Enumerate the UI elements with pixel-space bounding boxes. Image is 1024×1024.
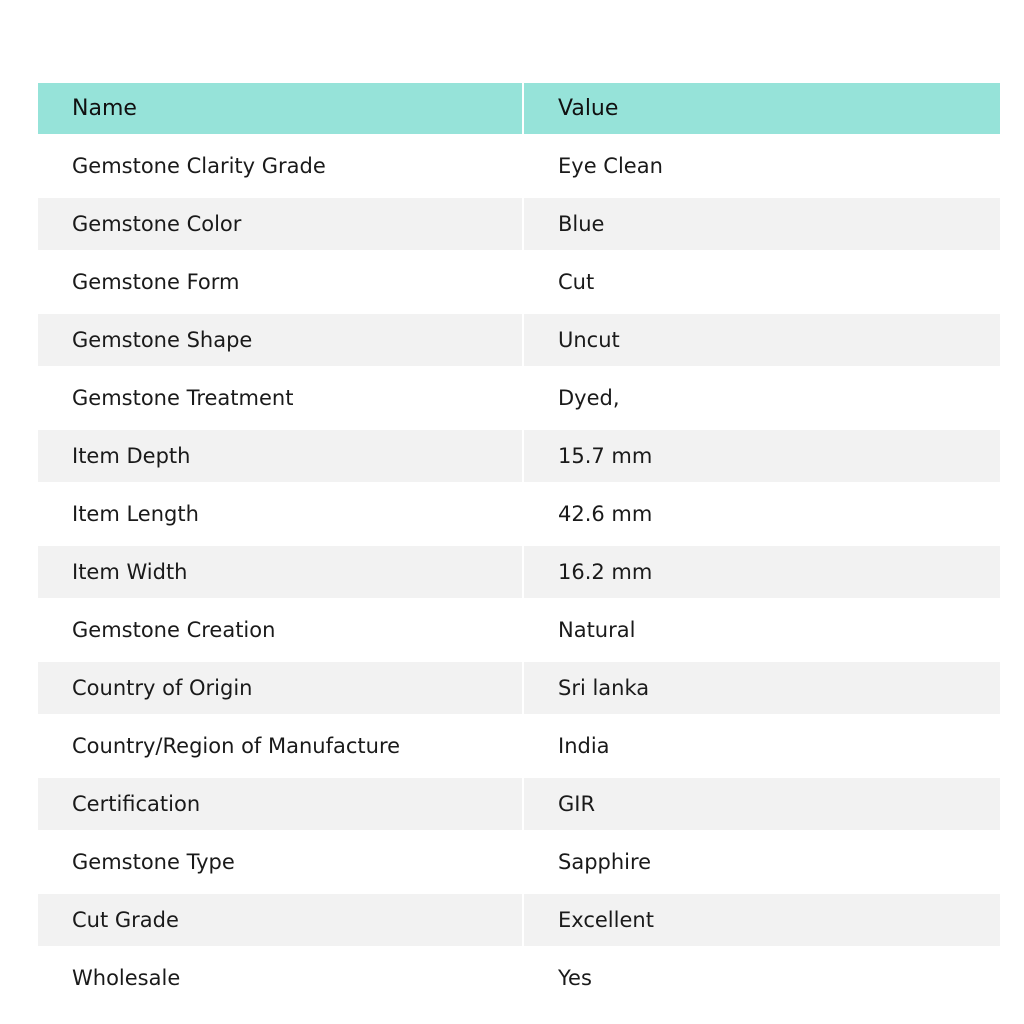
- table-row: [38, 717, 1000, 775]
- table-row: [38, 195, 1000, 253]
- row-value-cell: Yes: [523, 949, 1000, 1004]
- table-row: [38, 253, 1000, 311]
- row-name-cell: Item Length: [38, 485, 523, 543]
- table-row: [38, 949, 1000, 1004]
- row-value-cell: 15.7 mm: [523, 427, 1000, 485]
- table-row: [38, 369, 1000, 427]
- row-name-cell: Country of Origin: [38, 659, 523, 717]
- row-name-cell: Gemstone Shape: [38, 311, 523, 369]
- row-name-cell: Gemstone Clarity Grade: [38, 137, 523, 195]
- row-value-cell: Blue: [523, 195, 1000, 253]
- table-row: [38, 543, 1000, 601]
- row-name-cell: Cut Grade: [38, 891, 523, 949]
- row-value-cell: Natural: [523, 601, 1000, 659]
- row-value-cell: Uncut: [523, 311, 1000, 369]
- table-row: [38, 891, 1000, 949]
- table-row: [38, 485, 1000, 543]
- row-value-cell: Excellent: [523, 891, 1000, 949]
- row-name-cell: Gemstone Creation: [38, 601, 523, 659]
- row-name-cell: Gemstone Color: [38, 195, 523, 253]
- row-name-cell: Certification: [38, 775, 523, 833]
- table-row: [38, 601, 1000, 659]
- row-value-cell: Dyed,: [523, 369, 1000, 427]
- table-row: [38, 137, 1000, 195]
- table-header-row: [38, 83, 1000, 137]
- row-value-cell: GIR: [523, 775, 1000, 833]
- row-value-cell: 16.2 mm: [523, 543, 1000, 601]
- row-value-cell: Sri lanka: [523, 659, 1000, 717]
- row-name-cell: Gemstone Type: [38, 833, 523, 891]
- row-value-cell: Cut: [523, 253, 1000, 311]
- row-name-cell: Item Width: [38, 543, 523, 601]
- table-body: [38, 137, 1000, 1004]
- table-row: [38, 427, 1000, 485]
- row-value-cell: India: [523, 717, 1000, 775]
- row-value-cell: Sapphire: [523, 833, 1000, 891]
- row-name-cell: Gemstone Form: [38, 253, 523, 311]
- row-name-cell: Item Depth: [38, 427, 523, 485]
- row-value-cell: Eye Clean: [523, 137, 1000, 195]
- table-header: [38, 83, 1000, 137]
- row-name-cell: Gemstone Treatment: [38, 369, 523, 427]
- column-header-value: Value: [523, 83, 1000, 137]
- table-row: [38, 311, 1000, 369]
- row-name-cell: Wholesale: [38, 949, 523, 1004]
- row-value-cell: 42.6 mm: [523, 485, 1000, 543]
- table-row: [38, 659, 1000, 717]
- row-name-cell: Country/Region of Manufacture: [38, 717, 523, 775]
- column-header-name: Name: [38, 83, 523, 137]
- item-specifics-table: [38, 83, 1000, 1004]
- table-row: [38, 775, 1000, 833]
- table-row: [38, 833, 1000, 891]
